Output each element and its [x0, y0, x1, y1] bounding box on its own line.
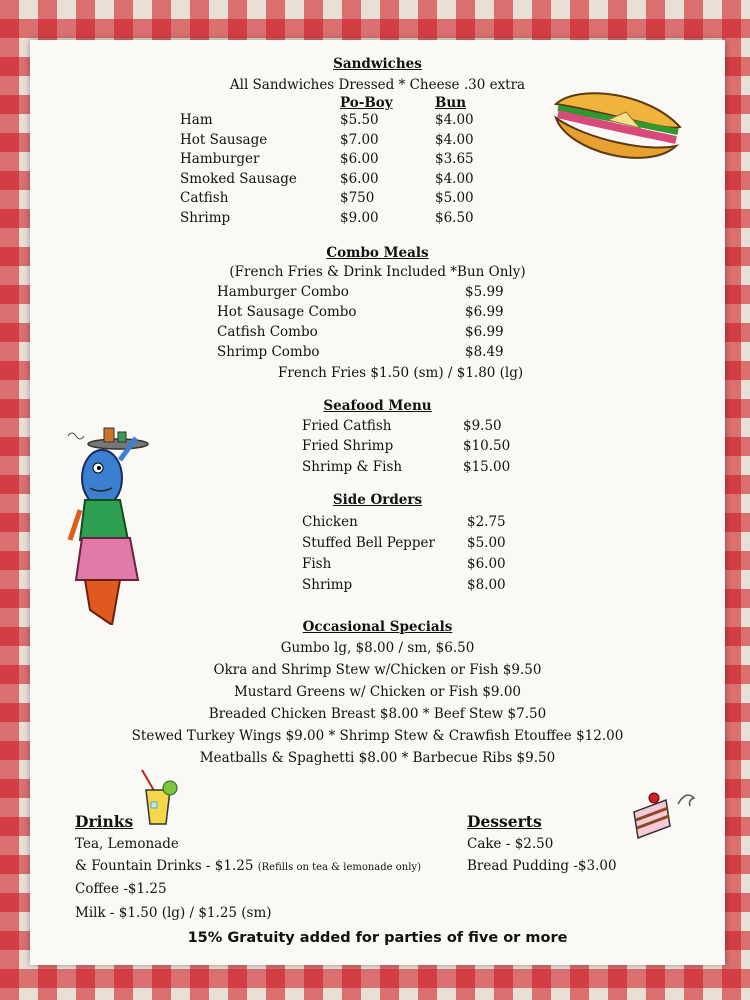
combo-name: Catfish Combo — [217, 324, 318, 340]
sandwich-poboy-price: $750 — [340, 190, 375, 206]
sandwich-name: Smoked Sausage — [180, 171, 297, 187]
sandwiches-subtitle: All Sandwiches Dressed * Cheese .30 extra — [229, 77, 526, 93]
sandwich-name: Hamburger — [180, 151, 260, 167]
sandwich-name: Ham — [180, 112, 213, 128]
seafood-price: $15.00 — [463, 459, 511, 475]
sandwich-poboy-price: $6.00 — [340, 171, 379, 187]
combo-subtitle: (French Fries & Drink Included *Bun Only) — [229, 264, 526, 280]
desserts-title: Desserts — [467, 812, 542, 831]
seafood-name: Fried Catfish — [302, 418, 392, 434]
combo-name: Hamburger Combo — [217, 284, 349, 300]
special-line: Stewed Turkey Wings $9.00 * Shrimp Stew & Crawfish Etouffee $12.00 — [131, 728, 624, 744]
special-line: Gumbo lg, $8.00 / sm, $6.50 — [280, 640, 475, 656]
dessert-line: Cake - $2.50 — [467, 836, 554, 852]
drinks-line: Coffee -$1.25 — [75, 881, 167, 897]
side-price: $6.00 — [467, 556, 506, 572]
side-price: $2.75 — [467, 514, 506, 530]
sandwich-name: Shrimp — [180, 210, 231, 226]
sandwich-poboy-price: $5.50 — [340, 112, 379, 128]
poboy-column-header: Po-Boy — [340, 95, 393, 111]
sandwiches-title: Sandwiches — [333, 56, 422, 72]
combo-price: $5.99 — [465, 284, 504, 300]
seafood-name: Shrimp & Fish — [302, 459, 403, 475]
sandwich-bun-price: $4.00 — [435, 112, 474, 128]
drinks-title: Drinks — [75, 812, 134, 831]
seafood-price: $9.50 — [463, 418, 502, 434]
sandwich-poboy-price: $6.00 — [340, 151, 379, 167]
combo-name: Hot Sausage Combo — [217, 304, 357, 320]
sandwich-bun-price: $5.00 — [435, 190, 474, 206]
seafood-name: Fried Shrimp — [302, 438, 394, 454]
special-line: Mustard Greens w/ Chicken or Fish $9.00 — [233, 684, 521, 700]
gratuity-notice: 15% Gratuity added for parties of five or more — [187, 930, 568, 946]
side-price: $5.00 — [467, 535, 506, 551]
combo-title: Combo Meals — [326, 245, 429, 261]
sandwich-bun-price: $4.00 — [435, 171, 474, 187]
side-name: Shrimp — [302, 577, 353, 593]
dessert-line: Bread Pudding -$3.00 — [467, 858, 617, 874]
sandwich-bun-price: $4.00 — [435, 132, 474, 148]
lemonade-icon — [134, 768, 180, 826]
drinks-refill-note: (Refills on tea & lemonade only) — [257, 862, 421, 873]
drinks-fountain-price: & Fountain Drinks - $1.25 — [75, 858, 254, 874]
drinks-line: Tea, Lemonade — [75, 836, 179, 852]
drinks-line: Milk - $1.50 (lg) / $1.25 (sm) — [75, 905, 272, 921]
side-price: $8.00 — [467, 577, 506, 593]
cake-icon — [630, 786, 702, 844]
french-fries-price: French Fries $1.50 (sm) / $1.80 (lg) — [278, 365, 524, 381]
combo-price: $6.99 — [465, 304, 504, 320]
side-name: Chicken — [302, 514, 358, 530]
sandwich-poboy-price: $7.00 — [340, 132, 379, 148]
sandwich-name: Hot Sausage — [180, 132, 268, 148]
combo-name: Shrimp Combo — [217, 344, 320, 360]
sandwich-bun-price: $3.65 — [435, 151, 474, 167]
side-orders-title: Side Orders — [332, 492, 423, 508]
special-line: Meatballs & Spaghetti $8.00 * Barbecue Ribs $9.50 — [199, 750, 556, 766]
special-line: Okra and Shrimp Stew w/Chicken or Fish $9.50 — [213, 662, 542, 678]
sandwich-icon — [548, 82, 688, 182]
side-name: Fish — [302, 556, 332, 572]
fish-waiter-icon — [60, 420, 155, 625]
menu-sheet — [30, 40, 725, 965]
drinks-fountain-line — [75, 858, 421, 874]
specials-title: Occasional Specials — [302, 619, 453, 635]
bun-column-header: Bun — [435, 95, 467, 111]
combo-price: $6.99 — [465, 324, 504, 340]
sandwich-name: Catfish — [180, 190, 229, 206]
side-name: Stuffed Bell Pepper — [302, 535, 435, 551]
special-line: Breaded Chicken Breast $8.00 * Beef Stew $7.50 — [208, 706, 547, 722]
combo-price: $8.49 — [465, 344, 504, 360]
seafood-price: $10.50 — [463, 438, 511, 454]
sandwich-poboy-price: $9.00 — [340, 210, 379, 226]
seafood-title: Seafood Menu — [323, 398, 432, 414]
sandwich-bun-price: $6.50 — [435, 210, 474, 226]
